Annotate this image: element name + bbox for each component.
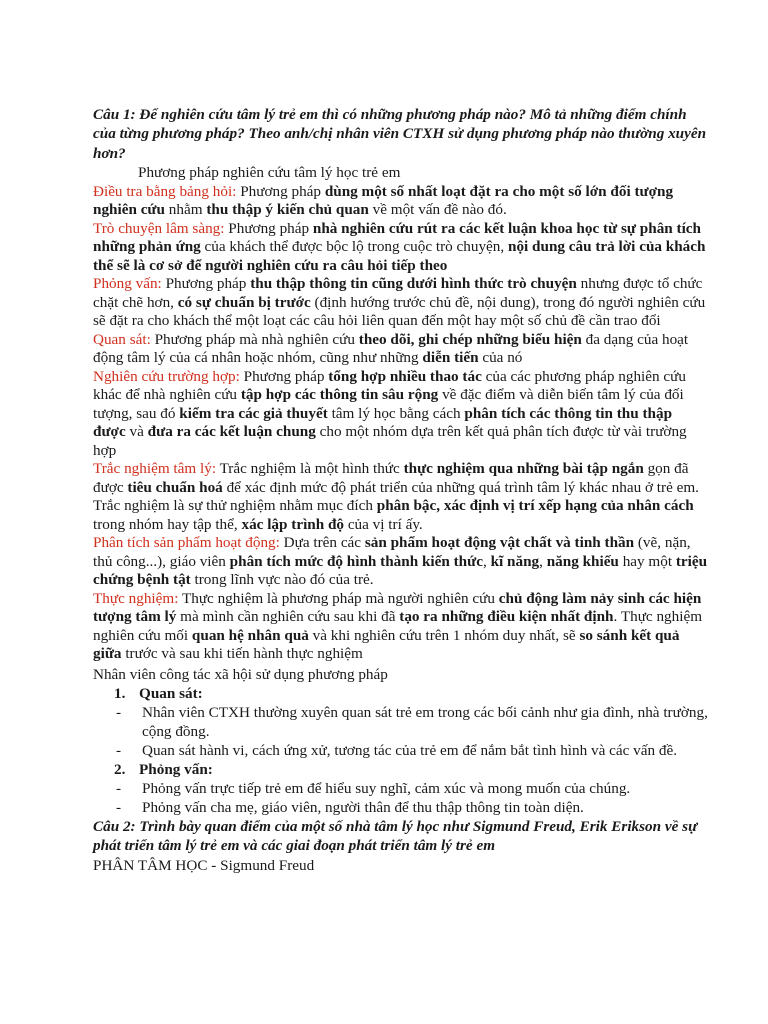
body-text: Dựa trên các (279, 534, 365, 552)
body-text: cho một nhóm dựa trên kết quả phân tích được từ vài trường hợp (93, 423, 687, 459)
emphasis-text: nhà nghiên cứu rút ra các kết luận khoa học từ sự phân tích những phản ứng (93, 219, 701, 256)
emphasis-text: phân tích mức độ hình thành kiến thức (229, 552, 483, 570)
emphasis-text: triệu chứng bệnh tật (93, 552, 708, 589)
last-line: PHÂN TÂM HỌC - Sigmund Freud (93, 856, 315, 874)
dash-bullet (93, 703, 708, 741)
method-term: Trò chuyện lâm sàng: (93, 219, 225, 237)
dash-marker: - (116, 799, 122, 817)
social-worker-methods (93, 684, 708, 817)
body-text: Phương pháp (236, 182, 325, 200)
emphasis-text: đưa ra các kết luận chung (147, 423, 316, 441)
question-2: Câu 2: Trình bày quan điểm của một số nhà tâm lý học như Sigmund Freud, Erik Erikson về sự phát triển tâm lý trẻ em và các giai đoạn phát triển tâm lý trẻ em (93, 818, 698, 855)
method-entry (93, 183, 708, 220)
emphasis-text: theo dõi, ghi chép những biểu hiện (358, 330, 582, 348)
body-text: trong nhóm hay tập thể, (93, 515, 242, 533)
emphasis-text: phân tích các thông tin thu thập được (93, 404, 673, 441)
dash-marker: - (116, 780, 122, 798)
dash-marker: - (116, 704, 122, 722)
dash-bullet (93, 798, 708, 817)
item-title: Quan sát: (139, 685, 203, 703)
emphasis-text: kiểm tra các giả thuyết (179, 404, 328, 422)
emphasis-text: có sự chuẩn bị trước (177, 293, 311, 311)
method-entry (93, 590, 708, 664)
method-term: Điều tra bằng bảng hỏi: (93, 182, 237, 200)
item-number: 1. (114, 685, 126, 703)
dash-bullet (93, 741, 708, 760)
emphasis-text: nội dung câu trả lời của khách thể sẽ là cơ sở để người nghiên cứu ra câu hỏi tiếp theo (93, 238, 706, 274)
body-text: và khi nghiên cứu trên 1 nhóm duy nhất, sẽ (308, 626, 580, 644)
method-term: Thực nghiệm: (93, 589, 179, 607)
numbered-item (93, 684, 708, 703)
body-text: Trắc nghiệm là một hình thức (216, 460, 404, 478)
emphasis-text: sản phẩm hoạt động vật chất và tinh thần (364, 534, 635, 552)
body-text: gọn đã được (93, 460, 689, 496)
body-text: của nó (478, 349, 523, 367)
dash-marker: - (116, 742, 122, 760)
body-text: . Thực nghiệm nghiên cứu mối (93, 608, 703, 644)
methods-heading: Phương pháp nghiên cứu tâm lý học trẻ em (138, 164, 401, 182)
emphasis-text: tổng hợp nhiều thao tác (328, 367, 482, 385)
body-text: Phương pháp (239, 367, 329, 385)
method-entry (93, 368, 708, 461)
body-text: của các phương pháp nghiên cứu khác để nhà nghiên cứu (93, 367, 686, 404)
emphasis-text: xác lập trình độ (241, 515, 345, 533)
body-text: mà mình cần nghiên cứu sau khi đã (176, 608, 400, 626)
method-term: Phân tích sản phẩm hoạt động: (93, 534, 280, 552)
numbered-item (93, 760, 708, 779)
emphasis-text: diễn tiến (422, 349, 479, 367)
emphasis-text: thu thập ý kiến chủ quan (206, 201, 369, 219)
body-text: hay một (618, 552, 676, 570)
body-text: (vẽ, nặn, thủ công...), giáo viên (93, 534, 691, 570)
emphasis-text: thu thập thông tin cũng dưới hình thức trò chuyện (250, 275, 577, 293)
method-term: Trắc nghiệm tâm lý: (93, 460, 217, 478)
method-entry (93, 220, 708, 276)
body-text: nhằm (165, 201, 207, 219)
emphasis-text: phân bậc, xác định vị trí xếp hạng của nhân cách (376, 497, 694, 515)
body-text: và (125, 423, 148, 441)
body-text: về đặc điểm và diễn biến tâm lý của đối tượng, sau đó (93, 386, 684, 422)
item-number: 2. (114, 761, 126, 779)
emphasis-text: năng khiếu (546, 552, 619, 570)
bullet-text: Nhân viên CTXH thường xuyên quan sát trẻ em trong các bối cảnh như gia đình, nhà trường, cộng đồng. (142, 704, 708, 741)
item-title: Phỏng vấn: (139, 761, 213, 779)
emphasis-text: dùng một số nhất loạt đặt ra cho một số lớn đối tượng nghiên cứu (93, 182, 674, 219)
emphasis-text: thực nghiệm qua những bài tập ngắn (403, 460, 644, 478)
social-worker-heading: Nhân viên công tác xã hội sử dụng phương pháp (93, 665, 388, 683)
body-text: , (539, 552, 547, 570)
body-text: đa dạng của hoạt động tâm lý của cá nhân hoặc nhóm, cũng như những (93, 330, 689, 367)
body-text: trong lĩnh vực nào đó của trẻ. (190, 571, 374, 589)
body-text: Phương pháp (161, 275, 251, 293)
body-text: nhưng được tổ chức chặt chẽ hơn, (93, 275, 703, 311)
body-text: về một vấn đề nào đó. (368, 201, 507, 219)
bullet-text: Phỏng vấn trực tiếp trẻ em để hiểu suy nghĩ, cảm xúc và mong muốn của chúng. (142, 780, 631, 798)
body-text: Phương pháp (224, 219, 313, 237)
emphasis-text: tiêu chuẩn hoá (127, 478, 223, 496)
body-text: , (482, 552, 491, 570)
body-text: của khách thể được bộc lộ trong cuộc trò chuyện, (200, 238, 508, 256)
emphasis-text: kĩ năng (490, 552, 540, 570)
method-term: Quan sát: (93, 330, 151, 348)
body-text: Thực nghiệm là phương pháp mà người nghiên cứu (178, 589, 499, 607)
method-term: Phỏng vấn: (93, 275, 162, 293)
body-text: của vị trí ấy. (344, 515, 423, 533)
method-term: Nghiên cứu trường hợp: (93, 367, 240, 385)
body-text: trước và sau khi tiến hành thực nghiệm (121, 645, 363, 663)
body-text: (định hướng trước chủ đề, nội dung), trong đó người nghiên cứu sẽ đặt ra cho khách thể một loạt các câu hỏi liên quan đến một hay một số chủ đề cần trao đổi (93, 293, 706, 330)
emphasis-text: chủ động làm nảy sinh các hiện tượng tâm lý (93, 589, 702, 626)
body-text: Phương pháp mà nhà nghiên cứu (150, 330, 359, 348)
emphasis-text: quan hệ nhân quả (191, 626, 309, 644)
method-entry (93, 275, 708, 331)
dash-bullet (93, 779, 708, 798)
bullet-text: Quan sát hành vi, cách ứng xử, tương tác của trẻ em để nắm bắt tình hình và các vấn đề. (142, 742, 677, 760)
bullet-text: Phỏng vấn cha mẹ, giáo viên, người thân để thu thập thông tin toàn diện. (142, 799, 584, 817)
question-1: Câu 1: Để nghiên cứu tâm lý trẻ em thì có những phương pháp nào? Mô tả những điểm chính của từng phương pháp? Theo anh/chị nhân viên CTXH sử dụng phương pháp nào thường xuyên hơn? (93, 106, 707, 162)
emphasis-text: tập hợp các thông tin sâu rộng (240, 386, 439, 404)
method-entry (93, 460, 708, 534)
methods-list (93, 183, 708, 664)
method-entry (93, 534, 708, 590)
emphasis-text: so sánh kết quả giữa (93, 626, 680, 663)
emphasis-text: tạo ra những điều kiện nhất định (399, 608, 614, 626)
body-text: để xác định mức độ phát triển của những quá trình tâm lý khác nhau ở trẻ em. Trắc nghiệm là sự thử nghiệm nhằm mục đích (93, 478, 699, 515)
method-entry (93, 331, 708, 368)
body-text: tâm lý học bằng cách (327, 404, 465, 422)
